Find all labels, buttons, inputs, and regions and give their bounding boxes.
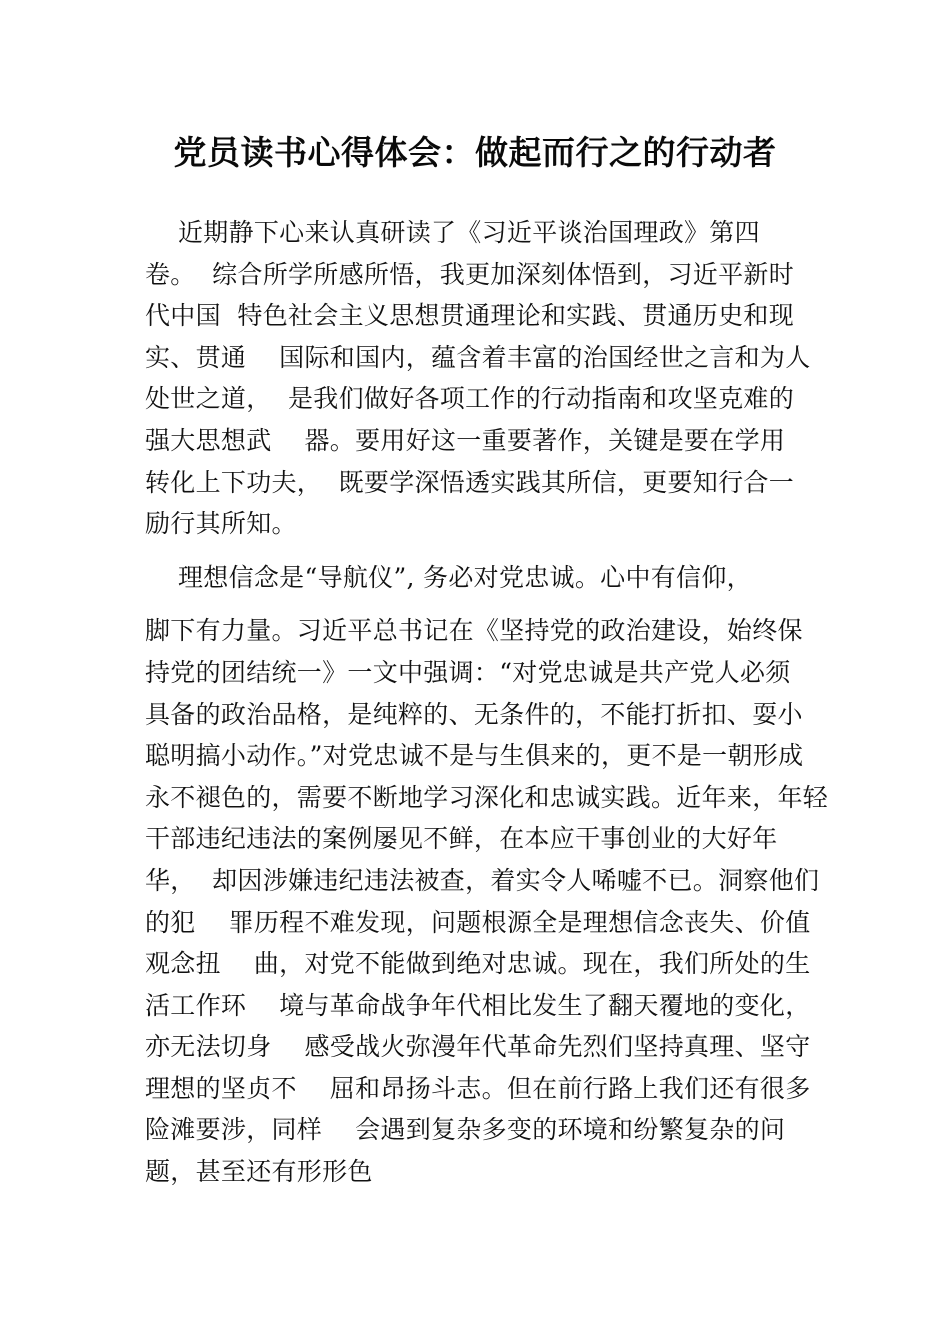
text-line: 聪明搞小动作。”对党忠诚不是与生俱来的，更不是一朝形成 [145,741,804,771]
text-line: 亦无法切身 感受战火弥漫年代革命先烈们坚持真理、坚守 [145,1032,811,1062]
text-line: 励行其所知。 [145,509,297,539]
document-body [145,212,829,1193]
text-line: 代中国 特色社会主义思想贯通理论和实践、贯通历史和现 [145,301,794,331]
text-line: 观念扭 曲，对党不能做到绝对忠诚。现在，我们所处的生 [145,949,811,979]
text-line: 转化上下功夫， 既要学深悟透实践其所信，更要知行合一 [145,467,794,497]
text-line: 近期静下心来认真研读了《习近平谈治国理政》第四 [145,218,760,247]
text-line: 实、贯通 国际和国内，蕴含着丰富的治国经世之言和为人 [145,342,811,372]
text-line: 华， 却因涉嫌违纪违法被查，着实令人唏嘘不已。洞察他们 [145,865,820,895]
text-line: 卷。 综合所学所感所悟，我更加深刻体悟到，习近平新时 [145,259,794,289]
text-line: 理想的坚贞不 屈和昂扬斗志。但在前行路上我们还有很多 [145,1073,811,1103]
text-line-first: 理想信念是“导航仪”, 务必对党忠诚。心中有信仰， [145,562,752,592]
document-title: 党员读书心得体会：做起而行之的行动者 [173,133,777,172]
text-line: 险滩要涉，同样 会遇到复杂多变的环境和纷繁复杂的问 [145,1115,786,1145]
text-line: 持党的团结统一》一文中强调：“对党忠诚是共产党人必须 [145,657,791,687]
line-gap [145,598,825,610]
text-line: 具备的政治品格，是纯粹的、无条件的，不能打折扣、耍小 [145,699,803,729]
text-line: 永不褪色的，需要不断地学习深化和忠诚实践。近年来，年轻 [145,782,829,812]
text-line: 题，甚至还有形形色 [145,1157,373,1187]
text-line: 脚下有力量。习近平总书记在《坚持党的政治建设，始终保 [145,616,803,646]
paragraph-gap [145,545,825,557]
text-line: 处世之道， 是我们做好各项工作的行动指南和攻坚克难的 [145,384,794,414]
paragraph-2 [145,557,829,1193]
text-line: 的犯 罪历程不难发现，问题根源全是理想信念丧失、价值 [145,907,811,937]
text-line: 强大思想武 器。要用好这一重要著作，关键是要在学用 [145,425,786,455]
paragraph-1 [145,212,825,545]
text-line: 活工作环 境与革命战争年代相比发生了翻天覆地的变化， [145,990,811,1020]
text-line: 干部违纪违法的案例屡见不鲜，在本应干事创业的大好年 [145,824,778,854]
